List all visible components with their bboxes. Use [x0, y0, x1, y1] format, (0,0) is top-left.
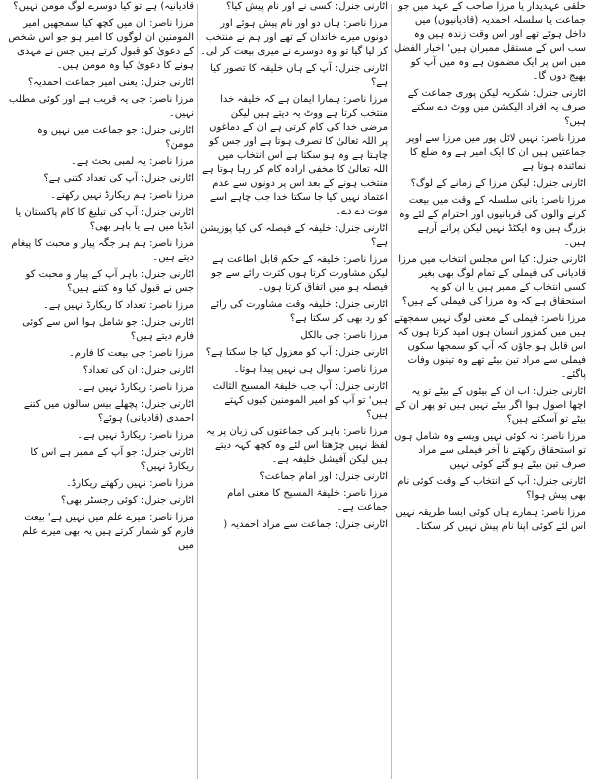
paragraph: اٹارنی جنرل: جماعت سے مراد احمدیہ ( [223, 519, 388, 530]
paragraph: اٹارنی جنرل: پچھلے بیس سالوں میں کتنے احمدی (قادیانی) ہوئے؟ [23, 399, 194, 424]
paragraph: مرزا ناصر: نہیں لائل پور میں مرزا سے اوپر جماعتیں ہیں ان کا ایک امیر ہے وہ ضلع کا نمائندہ ہوتا ہے [406, 133, 586, 172]
paragraph: مرزا ناصر: ریکارڈ نہیں ہے۔ [77, 430, 194, 441]
paragraph: مرزا ناصر: تعداد کا ریکارڈ نہیں ہے۔ [43, 300, 194, 311]
paragraph: اٹارنی جنرل: آپ کی تبلیغ کا کام پاکستان یا انڈیا میں ہے یا باہر بھی؟ [15, 207, 194, 232]
paragraph: اٹارنی جنرل: آپ کی تعداد کتنی ہے؟ [43, 173, 194, 184]
paragraph: مرزا ناصر: ریکارڈ نہیں ہے۔ [77, 382, 194, 393]
paragraph: مرزا ناصر: یہ لمبی بحث ہے۔ [70, 156, 194, 167]
paragraph: مرزا ناصر: ہم ریکارڈ نہیں رکھتے۔ [50, 190, 194, 201]
paragraph: مرزا ناصر: سوال ہی نہیں پیدا ہوتا۔ [233, 364, 388, 375]
paragraph: مرزا ناصر: باہر کی جماعتوں کی زبان پر یہ لفظ نہیں چڑھتا اس لئے وہ کچھ کہہ دیتے ہیں لیکن آفیشل خلیفہ ہے۔ [206, 426, 388, 465]
paragraph: مرزا ناصر: نہ کوئی نہیں ویسے وہ شامل ہوں تو استحقاق رکھتے نا آخر فیملی سے مراد صرف تین بیٹے ہو گئے کوئی نہیں [394, 431, 586, 470]
paragraph: اٹارنی جنرل: یعنی امیر جماعت احمدیہ؟ [27, 77, 194, 88]
paragraph: مرزا ناصر: ہمارا ایمان ہے کہ خلیفہ خدا منتخب کرتا ہے ووٹ یہ دیتے ہیں لیکن مرضی خدا کی کام کرتی ہے ان کے دماغوں پر اللہ تعالیٰ کا تصرف ہوتا ہے اور جس کو چاہتا ہے وہ ہو سکتا ہے اس انتخاب میں اللہ تعالیٰ کا مخفی ارادہ کام کر رہا ہوتا ہے منتخب ہونے کے بعد اس پر دونوں سے عدم اعتماد نہیں کیا جا سکتا خدا جب چاہے اسے موت دے دے۔ [202, 94, 388, 217]
paragraph: اٹارنی جنرل: جو آپ کے ممبر ہے اس کا ریکارڈ نہیں؟ [30, 447, 194, 472]
paragraph: مرزا ناصر: ہم ہر جگہ پیار و محبت کا پیغام دیتے ہیں۔ [11, 238, 194, 263]
text-column-left [6, 0, 194, 783]
column-divider-left [197, 4, 198, 779]
paragraph: اٹارنی جنرل: اب ان کے بیٹوں کے بیٹے تو یہ اچھا اصول ہوا اگر بیٹے نہیں ہیں تو پھر ان کے بیٹے تو آسکتے ہیں؟ [394, 386, 586, 425]
paragraph: اٹارنی جنرل: جو شامل ہوا اس سے کوئی فارم دیتے ہیں؟ [22, 317, 194, 342]
paragraph: مرزا ناصر: بانی سلسلہ کے وقت میں بیعت کرنے والوں کی قربانیوں اور احترام کے لئے وہ بزرگ ہیں وہ ایکٹڈ نہیں لیکن پرانے آرہے ہیں۔ [398, 195, 586, 248]
paragraph: مرزا ناصر: خلیفہ کے حکم قابل اطاعت ہے لیکن مشاورت کرتا ہوں کثرت رائے سے جو فیصلہ ہو میں اتفاق کرتا ہوں۔ [211, 254, 388, 293]
paragraph: مرزا ناصر: جی بالکل [300, 330, 388, 341]
paragraph: اٹارنی جنرل: اور امام جماعت؟ [259, 471, 388, 482]
paragraph: اٹارنی جنرل: شکریہ لیکن پوری جماعت کے صرف یہ افراد الیکشن میں ووٹ دے سکتے ہیں؟ [407, 88, 586, 127]
paragraph: مرزا ناصر: ان میں کچھ کیا سمجھیں امیر المومنین ان لوگوں کا امیر ہو جو اس شخص کے دعویٰ کو قبول کرتے ہیں جس نے مہدی ہونے کا دعویٰ کیا وہ مومن ہیں۔ [8, 18, 194, 71]
paragraph: اٹارنی جنرل: خلیفہ کے فیصلہ کی کیا پوزیشن ہے؟ [200, 223, 388, 248]
paragraph: اٹارنی جنرل: آپ کو معزول کیا جا سکتا ہے؟ [205, 347, 388, 358]
paragraph: قادیانیہ) ہے تو کیا دوسرے لوگ مومن نہیں؟ [13, 1, 194, 12]
paragraph: اٹارنی جنرل: لیکن مرزا کے زمانے کے لوگ؟ [410, 178, 586, 189]
paragraph: اٹارنی جنرل: جو جماعت میں نہیں وہ مومن؟ [36, 125, 194, 150]
paragraph: مرزا ناصر: ہمارے ہاں کوئی ایسا طریقہ نہیں اس لئے کوئی اپنا نام پیش نہیں کر سکتا۔ [395, 507, 586, 532]
paragraph: اٹارنی جنرل: کوئی رجسٹر بھی؟ [60, 495, 194, 506]
paragraph: اٹارنی جنرل: خلیفہ وقت مشاورت کی رائے کو رد بھی کر سکتا ہے؟ [210, 299, 388, 324]
paragraph: اٹارنی جنرل: آپ جب خلیفۃ المسیح الثالث ہیں' تو آپ کو امیر المومنین کیوں کہتے ہیں؟ [212, 381, 388, 420]
paragraph: مرزا ناصر: خلیفۃ المسیح کا معنی امام جماعت ہے۔ [227, 488, 388, 513]
paragraph: اٹارنی جنرل: ان کی تعداد؟ [82, 365, 194, 376]
paragraph: حلقی عہدیدار یا مرزا صاحب کے عہد میں جو جماعت یا سلسلہ احمدیہ (قادیانیوں) میں داخل ہوئے تھے اور اس وقت زندہ ہیں وہ سب اس کے مستقل ممبران ہیں' اخبار الفضل میں اس پر ایک مضمون ہے وہ میں آپ کو بھیج دوں گا۔ [394, 1, 586, 82]
paragraph: مرزا ناصر: فیملی کے معنی لوگ نہیں سمجھتے ہیں میں کمزور انسان ہوں امید کرتا ہوں کہ اس قابل ہو جاؤں کہ آپ کو سمجھا سکوں فیملی سے مراد تین بیٹے تھے وہ تینوں وفات پاگئے۔ [394, 313, 586, 380]
paragraph: اٹارنی جنرل: کیا اس مجلس انتخاب میں مرزا قادیانی کی فیملی کے تمام لوگ بھی بغیر کسی انتخاب کے ممبر ہیں یا ان کو یہ استحقاق ہے کہ وہ مرزا کی فیملی کے ہیں؟ [398, 254, 586, 307]
paragraph: مرزا ناصر: جی بیعت کا فارم۔ [68, 348, 194, 359]
column-divider-right [391, 4, 392, 779]
paragraph: اٹارنی جنرل: آپ کے انتخاب کے وقت کوئی نام بھی پیش ہوا؟ [397, 476, 586, 501]
paragraph: مرزا ناصر: ہاں دو اور نام پیش ہوئے اور دونوں میرے خاندان کے تھے اور ہم نے منتخب کر لیا گیا تو وہ دوسرے نے میری بیعت کر لی۔ [200, 18, 388, 57]
text-column-right [394, 0, 586, 783]
paragraph: اٹارنی جنرل: باہر آپ کے پیار و محبت کو جس نے قبول کیا وہ کتنے ہیں؟ [25, 269, 194, 294]
text-column-middle [200, 0, 388, 783]
paragraph: اٹارنی جنرل: کسی نے اور نام پیش کیا؟ [226, 1, 388, 12]
paragraph: اٹارنی جنرل: آپ کے ہاں خلیفہ کا تصور کیا ہے؟ [210, 63, 388, 88]
paragraph: مرزا ناصر: نہیں رکھتے ریکارڈ۔ [65, 478, 194, 489]
paragraph: مرزا ناصر: میرے علم میں نہیں ہے' بیعت فارم کو شمار کرتے ہیں یہ بھی میرے علم میں [22, 512, 194, 551]
paragraph: مرزا ناصر: جی یہ قریب ہے اور کوئی مطلب نہیں۔ [8, 94, 194, 119]
